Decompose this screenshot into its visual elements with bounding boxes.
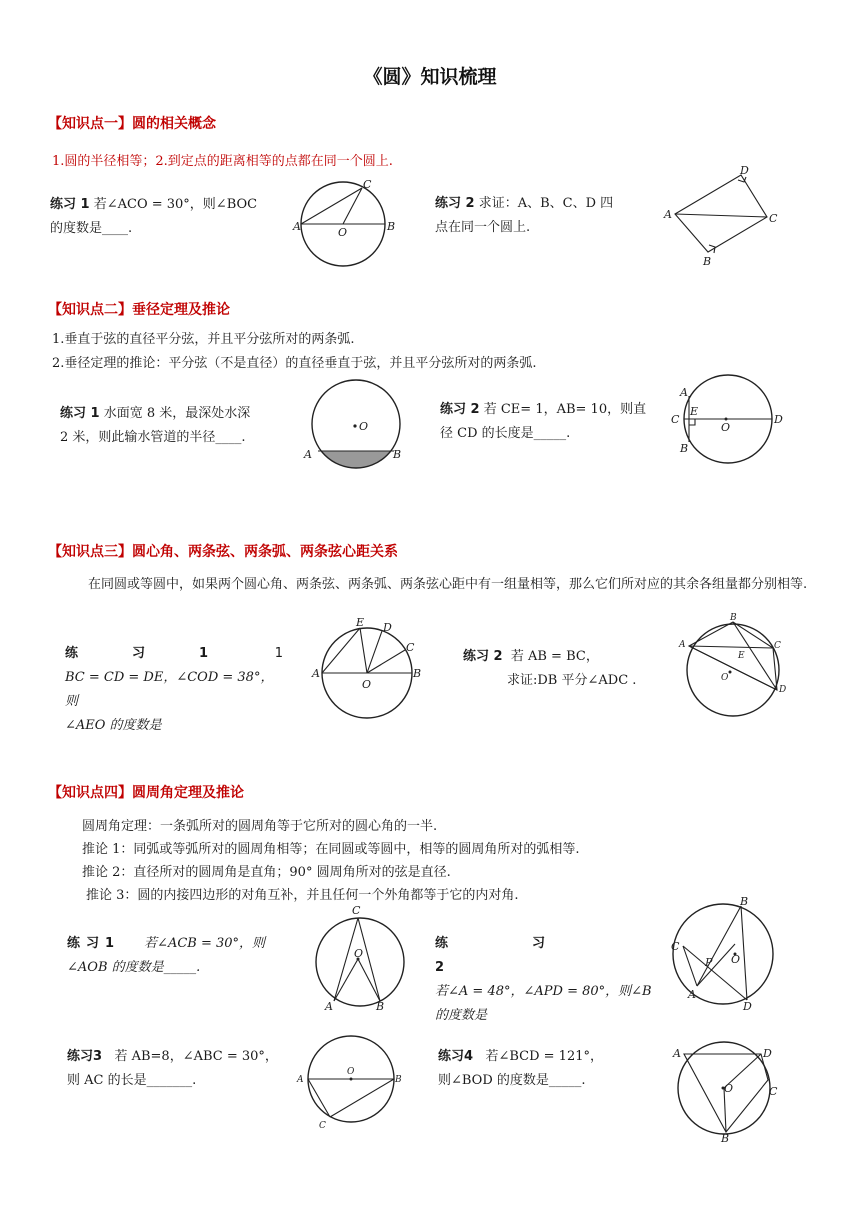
svg-text:C: C bbox=[406, 641, 415, 654]
exercise-3-1: 练习1 1 BC = CD = DE，∠COD = 38°，则 ∠AEO 的度数是 bbox=[65, 642, 283, 698]
svg-text:O: O bbox=[359, 420, 369, 433]
section-2-point-2: 2.垂径定理的推论：平分弦（不是直径）的直径垂直于弦，并且平分弦所对的两条弧. bbox=[52, 356, 537, 371]
svg-text:B: B bbox=[740, 895, 749, 908]
svg-text:O: O bbox=[347, 1067, 355, 1077]
svg-text:C: C bbox=[769, 1085, 778, 1098]
svg-text:B: B bbox=[387, 220, 396, 233]
figure-inscribed-abcd bbox=[675, 612, 793, 720]
svg-text:B: B bbox=[721, 1132, 730, 1145]
svg-text:A: A bbox=[679, 640, 686, 650]
svg-text:B: B bbox=[413, 667, 422, 680]
svg-text:E: E bbox=[738, 651, 745, 661]
exercise-label: 练习 1 bbox=[60, 406, 100, 421]
section-heading-2: 【知识点二】垂径定理及推论 bbox=[48, 302, 230, 318]
section-3-paragraph: 在同圆或等圆中，如果两个圆心角、两条弦、两条弧、两条弦心距中有一组量相等，那么它们所对应的其余各组量都分别相等. bbox=[88, 577, 808, 592]
section-4-point-2: 推论 1：同弧或等弧所对的圆周角相等；在同圆或等圆中，相等的圆周角所对的弧相等. bbox=[82, 842, 580, 857]
svg-text:O: O bbox=[724, 1082, 734, 1095]
exercise-text: ∠AOB 的度数是_____. bbox=[67, 960, 201, 975]
svg-text:D: D bbox=[779, 685, 787, 695]
exercise-1-2 bbox=[435, 192, 650, 240]
figure-intersecting-chords bbox=[665, 896, 783, 1014]
exercise-text: 水面宽 8 米，最深处水深 bbox=[103, 406, 251, 421]
svg-text:A: A bbox=[312, 667, 320, 680]
svg-text:B: B bbox=[730, 613, 737, 623]
exercise-text: 若 CE= 1，AB= 10，则直 bbox=[483, 402, 647, 417]
svg-text:O: O bbox=[721, 673, 729, 683]
section-heading-3: 【知识点三】圆心角、两条弦、两条弧、两条弦心距关系 bbox=[48, 544, 398, 560]
exercise-4-4 bbox=[438, 1045, 658, 1093]
svg-text:D: D bbox=[763, 1047, 772, 1060]
svg-text:A: A bbox=[297, 1075, 304, 1085]
svg-text:C: C bbox=[774, 641, 781, 651]
exercise-text: 的度数是 bbox=[435, 1008, 488, 1023]
figure-diameter-triangle bbox=[295, 1032, 407, 1134]
exercise-label: 练习1 bbox=[67, 936, 121, 951]
exercise-label: 练习 2 bbox=[435, 196, 475, 211]
section-4-point-4: 推论 3：圆的内接四边形的对角互补，并且任何一个外角都等于它的内对角. bbox=[86, 888, 519, 903]
exercise-label: 练习4 bbox=[438, 1049, 474, 1064]
svg-text:A: A bbox=[680, 386, 688, 399]
svg-text:B: B bbox=[376, 1000, 385, 1013]
svg-text:D: D bbox=[740, 164, 749, 177]
svg-text:C: C bbox=[769, 212, 778, 225]
exercise-text: 求证：A、B、C、D 四 bbox=[478, 196, 614, 211]
exercise-text: 若 AB = BC， bbox=[510, 649, 599, 664]
svg-text:E: E bbox=[690, 405, 699, 418]
exercise-text: 若∠ACO = 30°，则∠BOC bbox=[93, 197, 258, 212]
svg-text:C: C bbox=[671, 940, 680, 953]
figure-inscribed-quad-bod bbox=[668, 1040, 784, 1144]
svg-text:O: O bbox=[731, 953, 741, 966]
section-heading-1: 【知识点一】圆的相关概念 bbox=[48, 116, 216, 132]
exercise-2-2 bbox=[440, 398, 660, 446]
figure-quadrilateral-abcd bbox=[660, 165, 785, 267]
exercise-text: 径 CD 的长度是_____. bbox=[440, 426, 571, 441]
figure-inscribed-angle-acb bbox=[310, 904, 410, 1014]
figure-circle-aco bbox=[293, 178, 397, 270]
svg-text:B: B bbox=[393, 448, 402, 461]
exercise-3-2 bbox=[463, 645, 663, 693]
exercise-text: 点在同一个圆上. bbox=[435, 220, 531, 235]
section-2-point-1: 1.垂直于弦的直径平分弦，并且平分弦所对的两条弧. bbox=[52, 332, 355, 347]
svg-text:B: B bbox=[703, 255, 712, 268]
svg-text:O: O bbox=[338, 226, 348, 239]
exercise-label: 练习 2 bbox=[463, 649, 503, 664]
exercise-text: BC = CD = DE，∠COD = 38°，则 bbox=[65, 670, 274, 709]
svg-text:A: A bbox=[304, 448, 312, 461]
page-title: 《圆》知识梳理 bbox=[363, 66, 497, 88]
exercise-label: 练习 2 bbox=[440, 402, 480, 417]
exercise-2-1 bbox=[60, 402, 278, 450]
figure-central-angles bbox=[310, 618, 424, 720]
svg-text:A: A bbox=[664, 208, 672, 221]
svg-text:D: D bbox=[383, 621, 392, 634]
svg-text:A: A bbox=[688, 988, 696, 1001]
svg-text:O: O bbox=[354, 947, 364, 960]
svg-text:C: C bbox=[352, 904, 361, 917]
svg-text:P: P bbox=[705, 956, 713, 969]
section-heading-4: 【知识点四】圆周角定理及推论 bbox=[48, 785, 244, 801]
section-1-point-1: 1.圆的半径相等；2.到定点的距离相等的点都在同一个圆上. bbox=[52, 154, 393, 169]
exercise-4-1 bbox=[67, 932, 287, 980]
exercise-1-1 bbox=[50, 193, 275, 241]
svg-text:O: O bbox=[362, 678, 372, 691]
exercise-text: 若 AB=8，∠ABC = 30°， bbox=[114, 1049, 278, 1064]
svg-text:A: A bbox=[293, 220, 301, 233]
svg-text:D: D bbox=[743, 1000, 752, 1013]
exercise-text: 则 AC 的长是_______. bbox=[67, 1073, 197, 1088]
figure-perpendicular-chord bbox=[668, 372, 790, 468]
exercise-4-2 bbox=[435, 932, 657, 1023]
svg-text:A: A bbox=[325, 1000, 333, 1013]
exercise-text: 的度数是____. bbox=[50, 221, 133, 236]
svg-text:C: C bbox=[363, 178, 372, 191]
exercise-4-3 bbox=[67, 1045, 287, 1093]
section-4-point-1: 圆周角定理：一条弧所对的圆周角等于它所对的圆心角的一半. bbox=[82, 819, 438, 834]
exercise-text: 2 米，则此输水管道的半径____. bbox=[60, 430, 246, 445]
svg-text:B: B bbox=[395, 1075, 402, 1085]
exercise-label: 练习3 bbox=[67, 1049, 103, 1064]
exercise-text: 则∠BOD 的度数是_____. bbox=[438, 1073, 586, 1088]
svg-text:D: D bbox=[774, 413, 783, 426]
svg-text:C: C bbox=[319, 1121, 326, 1131]
section-4-point-3: 推论 2：直径所对的圆周角是直角；90° 圆周角所对的弦是直径. bbox=[82, 865, 451, 880]
exercise-label: 练习2 bbox=[435, 936, 630, 975]
svg-text:E: E bbox=[356, 616, 365, 629]
svg-text:C: C bbox=[671, 413, 680, 426]
exercise-text: 若∠ACB = 30°，则 bbox=[144, 936, 266, 951]
exercise-label: 练习1 bbox=[65, 646, 263, 661]
exercise-text: 若∠A = 48°，∠APD = 80°，则∠B bbox=[435, 984, 652, 999]
exercise-text: 求证:DB 平分∠ADC . bbox=[507, 673, 637, 688]
svg-text:B: B bbox=[680, 442, 689, 455]
svg-text:A: A bbox=[673, 1047, 681, 1060]
exercise-label: 练习 1 bbox=[50, 197, 90, 212]
figure-water-pipe bbox=[300, 378, 410, 470]
exercise-text: ∠AEO 的度数是 bbox=[65, 718, 162, 733]
svg-text:O: O bbox=[721, 421, 731, 434]
exercise-text: 若∠BCD = 121°， bbox=[485, 1049, 603, 1064]
